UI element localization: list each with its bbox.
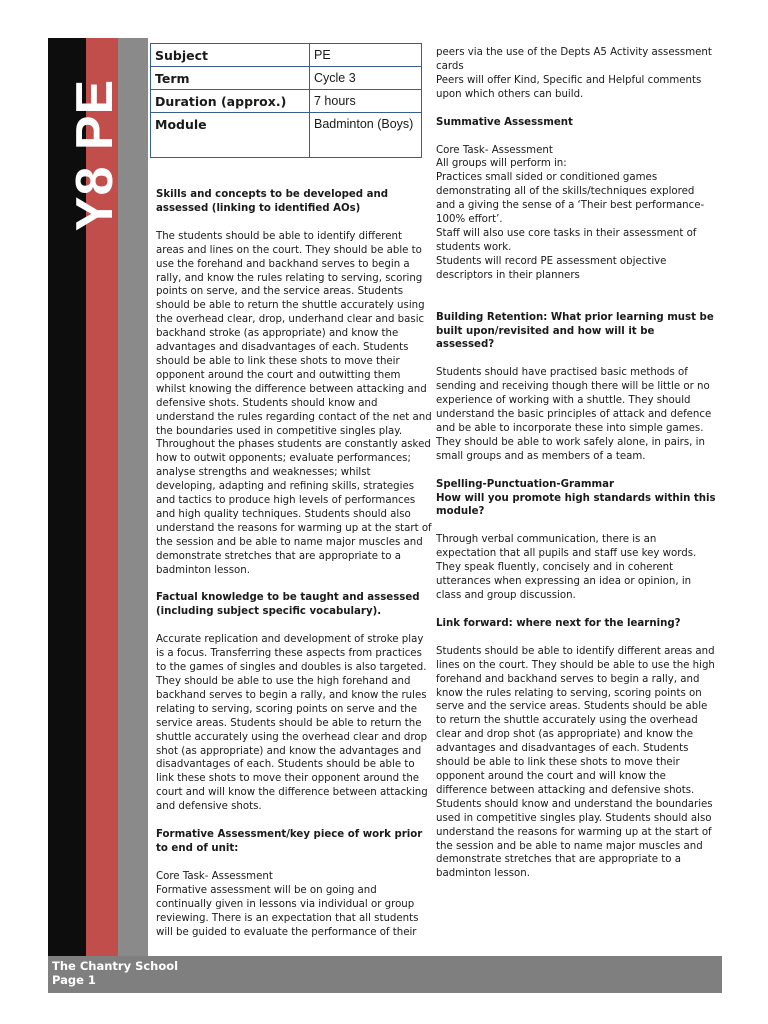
link-forward-heading: Link forward: where next for the learning? [436,617,681,629]
footer-page-number: Page 1 [52,973,96,987]
info-value: PE [310,44,422,67]
info-value: Cycle 3 [310,67,422,90]
info-label: Term [151,67,310,90]
skills-heading: Skills and concepts to be developed and assessed (linking to identified AOs) [156,189,389,214]
link-forward-text: Students should be able to identify different areas and lines on the court. They should be able to use the high forehand and backhand serves to begin a rally, and know the rules relating to serving, scoring points on serve and the service areas. Students should be able to return the shuttle accurately using the overhead clear and drop shot (as appropriate) and know the advantages and disadvantages of each. Students should be able to link these shots to move their opponent around the court and will know the difference between attacking and defensive shots. Students should know and understand the boundaries used in competitive singles play. Students should also understand the reasons for warming up at the start of the session and be able to name major muscles and demonstrate stretches that are appropriate to a badminton lesson. [436,645,715,880]
info-value: 7 hours [310,90,422,113]
left-column [156,188,432,939]
side-title [58,70,132,240]
summative-text: Core Task- Assessment All groups will perform in: Practices small sided or conditioned games demonstrating all of the skills/techniques explored and a giving the sense of a ‘Their best performance- 100% effort’. Staff will also use core tasks in their assessment of students work. Students will record PE assessment objective descriptors in their planners [436,144,705,281]
formative-continued-text: peers via the use of the Depts A5 Activity assessment cards Peers will offer Kind, Specific and Helpful comments upon which others can build. [436,47,712,100]
side-title-text: Y8 PE [66,78,125,232]
retention-heading: Building Retention: What prior learning must be built upon/revisited and how will it be assessed? [436,311,714,351]
info-row-duration [151,90,422,113]
info-table [150,43,422,158]
spg-text: Through verbal communication, there is an expectation that all pupils and staff use key words. They speak fluently, concisely and in coherent utterances when expressing an idea or opinion, in class and group discussion. [436,534,697,601]
info-label: Duration (approx.) [151,90,310,113]
info-label: Module [151,113,310,158]
right-column [436,46,716,881]
spg-heading: Spelling-Punctuation-Grammar How will you promote high standards within this module? [436,478,716,518]
formative-text: Core Task- Assessment Formative assessment will be on going and continually given in lessons via individual or group reviewing. There is an expectation that all students will be guided to evaluate the performance of their [156,870,419,938]
factual-text: Accurate replication and development of stroke play is a focus. Transferring these aspects from practices to the games of singles and doubles is also targeted. They should be able to use the high forehand and backhand serves to begin a rally, and know the rules relating to serving, scoring points on serve and the service areas. Students should be able to return the shuttle accurately using the overhead clear and drop shot (as appropriate) and know the advantages and disadvantages of each. Students should be able to link these shots to move their opponent around the court and will know the difference between attacking and defensive shots. [156,634,428,813]
page-footer [48,956,722,993]
summative-heading: Summative Assessment [436,116,573,128]
skills-text: The students should be able to identify different areas and lines on the court. They should be able to use the forehand and backhand serves to begin a rally, and know the rules relating to serving, scoring points on serve, and the service areas. Students should be able to return the shuttle accurately using the overhead clear, drop, underhand clear and basic backhand stroke (as appropriate) and know the advantages and disadvantages of each. Students should be able to link these shots to move their opponent around the court and outwitting them whilst knowing the difference between attacking and defensive shots. Students should know and understand the rules regarding contact of the net and the boundaries used in competitive singles play. Throughout the phases students are constantly asked how to outwit opponents; evaluate performances; analyse strengths and weaknesses; whilst developing, adapting and refining skills, strategies and tactics to produce high levels of performances and high quality techniques. Students should also understand the reasons for warming up at the start of the session and be able to name major muscles and demonstrate stretches that are appropriate to a badminton lesson. [156,230,432,576]
footer-school-name: The Chantry School [52,959,179,973]
factual-heading: Factual knowledge to be taught and assessed (including subject specific vocabulary). [156,592,420,618]
formative-heading: Formative Assessment/key piece of work prior to end of unit: [156,829,423,854]
info-row-term [151,67,422,90]
info-value: Badminton (Boys) [310,113,422,158]
info-label: Subject [151,44,310,67]
info-row-module [151,113,422,158]
info-row-subject [151,44,422,67]
retention-text: Students should have practised basic methods of sending and receiving though there will be little or no experience of working with a shuttle. They should understand the basic principles of attack and defence and be able to incorporate these into simple games. They should be able to work safely alone, in pairs, in small groups and as members of a team. [436,367,712,462]
